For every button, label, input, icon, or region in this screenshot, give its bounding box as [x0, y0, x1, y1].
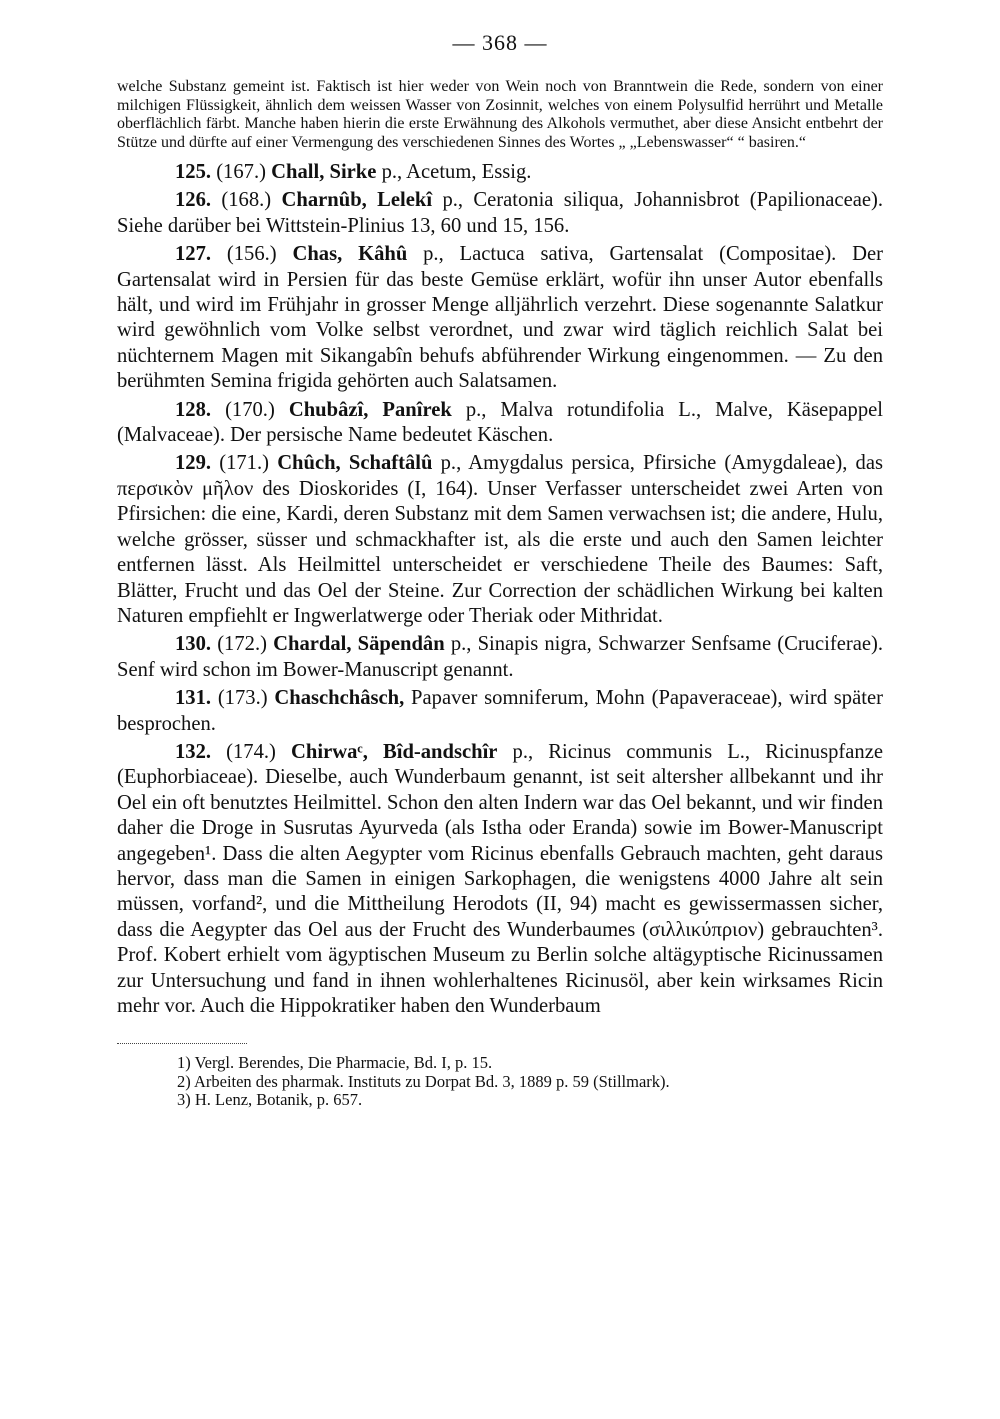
footnotes [117, 1054, 883, 1110]
entry-name: Charnûb, Lelekî [281, 189, 433, 212]
entry-number: 128. [175, 398, 212, 421]
entry-number: 127. [175, 243, 212, 266]
entry-number: 132. [175, 740, 212, 763]
entry-number: 130. [175, 633, 212, 656]
entry-number: 131. [175, 687, 212, 710]
entry-text: p., Acetum, Essig. [381, 161, 532, 183]
entry-text: Papaver somniferum, Mohn (Papaveraceae), wird später besprochen. [117, 687, 883, 735]
entry-129 [117, 451, 883, 629]
entry-ref: (167.) [216, 161, 266, 183]
entry-name: Chubâzî, Panîrek [288, 398, 452, 421]
footnote-2: 2) Arbeiten des pharmak. Instituts zu Dorpat Bd. 3, 1889 p. 59 (Stillmark). [177, 1071, 670, 1091]
entry-ref: (172.) [217, 633, 267, 656]
entry-list [117, 160, 883, 1019]
entry-name: Chall, Sirke [271, 161, 377, 183]
entry-128 [117, 398, 883, 449]
entry-name: Chas, Kâhû [292, 243, 408, 266]
entry-ref: (168.) [221, 189, 272, 212]
entry-ref: (170.) [225, 398, 275, 421]
intro-paragraph: welche Substanz gemeint ist. Faktisch ist hier weder von Wein noch von Branntwein die Rede, sondern von einer milchigen Flüssigkeit, ähnlich dem weissen Wasser von Zosinnit, welches von einem Polysulfid herrührt und Metalle oberflächlich färbt. Manche haben hierin die erste Erwähnung des Alkohols vermuthet, aber diese Ansicht entbehrt der Stütze und dürfte auf einer Vermengung des verschiedenen Sinnes des Wortes „ „Lebenswasser“ “ basiren.“ [117, 78, 883, 151]
footnote-1: 1) Vergl. Berendes, Die Pharmacie, Bd. I, p. 15. [177, 1053, 493, 1073]
entry-125 [117, 160, 883, 185]
entry-ref: (174.) [226, 740, 276, 763]
entry-text: p., Ceratonia siliqua, Johannisbrot (Papilionaceae). Siehe darüber bei Wittstein-Plinius 13, 60 und 15, 156. [117, 189, 884, 237]
entry-name: Chardal, Säpendân [273, 633, 445, 656]
entry-name: Chûch, Schaftâlû [277, 452, 433, 475]
entry-127 [117, 242, 883, 394]
page-number: — 368 — [452, 30, 548, 55]
entry-text: p., Malva rotundifolia L., Malve, Käsepappel (Malvaceae). Der persische Name bedeutet Käschen. [117, 398, 883, 447]
entry-text: p., Lactuca sativa, Gartensalat (Compositae). Der Gartensalat wird in Persien für das beste Gemüse erklärt, wofür ihn unser Autor ebenfalls hält, und wird im Frühjahr in grosser Menge alljährlich verzehrt. Diese sogenannte Salatkur wird gewöhnlich vom Volke selbst verordnet, und zwar wird täglich reichlich Salat bei nüchternem Magen mit Sikangabîn behufs abführender Wirkung eingenommen. — Zu den berühmten Semina frigida gehörten auch Salatsamen. [117, 243, 884, 393]
entry-ref: (171.) [219, 452, 269, 475]
entry-text: p., Ricinus communis L., Ricinuspfanze (Euphorbiaceae). Dieselbe, auch Wunderbaum genannt, ist seit altersher allbekannt und ihr Oel ein oft benutztes Heilmittel. Schon den alten Indern war das Oel bekannt, und wir finden daher die Droge in Susrutas Ayurveda (als Istha oder Eranda) sowie im Bower-Manuscript angegeben¹. Dass die alten Aegypter vom Ricinus ebenfalls Gebrauch machten, geht daraus hervor, dass man die Samen in einigen Sarkophagen, die wenigstens 4000 Jahre alt sein müssen, vorfand², und die Mittheilung Herodots (II, 94) macht es gewissermassen sicher, dass die Aegypter das Oel aus der Frucht des Wunderbaumes (σιλλικύπριον) gebrauchten³. Prof. Kobert erhielt vom ägyptischen Museum zu Berlin solche altägyptische Ricinussamen zur Untersuchung und fand in ihnen wohlerhaltenes Ricinusöl, aber kein wirksames Ricin mehr vor. Auch die Hippokratiker haben den Wunderbaum [117, 740, 883, 1017]
entry-number: 126. [175, 189, 212, 212]
entry-130 [117, 632, 883, 683]
entry-131 [117, 686, 883, 737]
book-page [117, 28, 883, 1110]
entry-126 [117, 188, 883, 239]
entry-132 [117, 740, 883, 1019]
entry-text: p., Sinapis nigra, Schwarzer Senfsame (Cruciferae). Senf wird schon im Bower-Manuscript genannt. [117, 633, 883, 681]
footnote-3: 3) H. Lenz, Botanik, p. 657. [177, 1090, 363, 1110]
entry-ref: (173.) [217, 687, 268, 710]
entry-number: 129. [175, 452, 212, 475]
footnote-divider [117, 1043, 247, 1044]
entry-text: p., Amygdalus persica, Pfirsiche (Amygdaleae), das περσικὸν μῆλον des Dioskorides (I, 164). Unser Verfasser unterscheidet zwei Arten von Pfirsichen: die eine, Kardi, deren Substanz mit dem Samen verwachsen ist; die andere, Hulu, welche grösser, süsser und schmackhafter ist, als die erste und auch den Samen leichter entfernen lässt. Als Heilmittel unterscheidet er verschiedene Theile des Baumes: Saft, Blätter, Frucht und das Oel der Steine. Zur Correction der schädlichen Wirkung bei kalten Naturen empfiehlt er Ingwerlatwerge oder Theriak oder Mithridat. [117, 452, 883, 627]
entry-name: Chirwaᶜ, Bîd-andschîr [291, 740, 498, 763]
entry-name: Chaschchâsch, [274, 687, 405, 710]
entry-number: 125. [175, 161, 212, 183]
entry-ref: (156.) [226, 243, 277, 266]
